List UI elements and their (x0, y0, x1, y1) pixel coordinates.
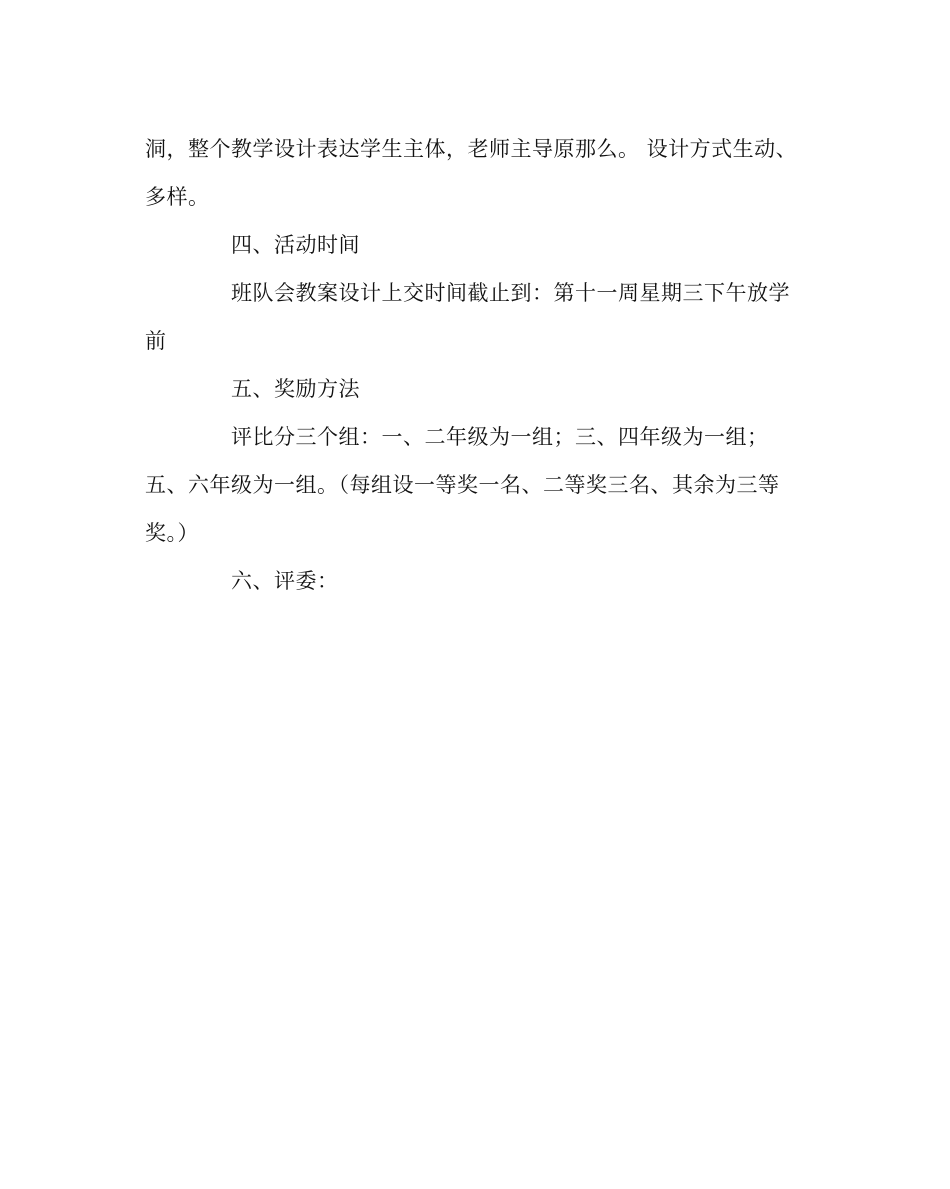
paragraph-line-1: 洞，整个教学设计表达学生主体，老师主导原那么。 设计方式生动、 (145, 137, 798, 161)
section-heading-judges: 六、评委： (231, 569, 339, 593)
section-heading-activity-time: 四、活动时间 (231, 233, 360, 257)
paragraph-line-groups: 评比分三个组：一、二年级为一组；三、四年级为一组； (231, 425, 769, 449)
document-body (145, 125, 805, 605)
paragraph-line-groups-cont: 五、六年级为一组。（每组设一等奖一名、二等奖三名、其余为三等 (145, 473, 780, 497)
section-heading-reward-method: 五、奖励方法 (231, 377, 360, 401)
paragraph-line-groups-end: 奖。） (145, 521, 199, 545)
paragraph-line-2: 多样。 (145, 185, 210, 209)
paragraph-line-deadline-cont: 前 (145, 329, 167, 353)
paragraph-line-deadline: 班队会教案设计上交时间截止到：第十一周星期三下午放学 (231, 281, 790, 305)
